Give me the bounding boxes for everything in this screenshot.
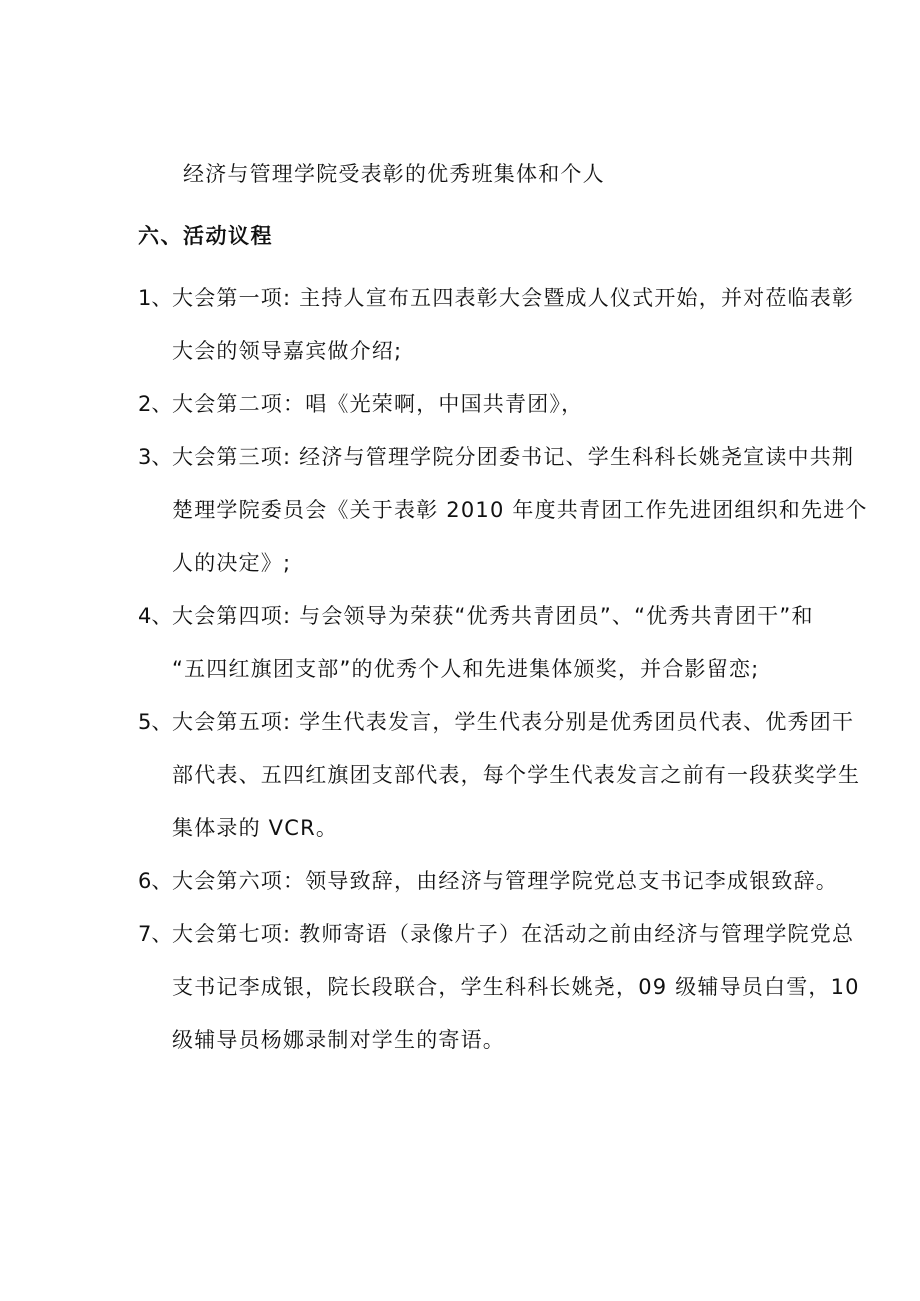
agenda-line: 大会第七项: 教师寄语（录像片子）在活动之前由经济与管理学院党总 bbox=[172, 922, 855, 946]
agenda-item-number: 4、 bbox=[138, 604, 173, 628]
agenda-item-number: 1、 bbox=[138, 286, 173, 310]
section-heading: 六、活动议程 bbox=[138, 224, 273, 248]
agenda-line: 楚理学院委员会《关于表彰 2010 年度共青团工作先进团组织和先进个 bbox=[172, 498, 868, 522]
agenda-item bbox=[138, 272, 855, 378]
agenda-item bbox=[138, 696, 861, 855]
agenda-item-number: 6、 bbox=[138, 869, 173, 893]
agenda-item-number: 2、 bbox=[138, 392, 173, 416]
agenda-line: 集体录的 VCR。 bbox=[172, 816, 339, 840]
agenda-item bbox=[138, 908, 860, 1067]
agenda-line: 大会第五项: 学生代表发言，学生代表分别是优秀团员代表、优秀团干 bbox=[172, 710, 855, 734]
agenda-line: 人的决定》; bbox=[172, 551, 292, 575]
agenda-item-number: 3、 bbox=[138, 445, 173, 469]
agenda-line: 大会第二项：唱《光荣啊，中国共青团》， bbox=[172, 392, 584, 416]
intro-line: 经济与管理学院受表彰的优秀班集体和个人 bbox=[183, 162, 605, 186]
agenda-item-text bbox=[172, 590, 814, 696]
agenda-item-text bbox=[172, 431, 868, 590]
agenda-list bbox=[138, 272, 868, 1067]
agenda-item-text bbox=[172, 378, 788, 431]
agenda-item-number: 5、 bbox=[138, 710, 173, 734]
agenda-line: 大会的领导嘉宾做介绍; bbox=[172, 339, 403, 363]
agenda-item-text bbox=[172, 272, 854, 378]
agenda-line: 大会第三项: 经济与管理学院分团委书记、学生科科长姚尧宣读中共荆 bbox=[172, 445, 855, 469]
agenda-item bbox=[138, 855, 838, 908]
agenda-item-number: 7、 bbox=[138, 922, 173, 946]
agenda-line: 大会第一项: 主持人宣布五四表彰大会暨成人仪式开始，并对莅临表彰 bbox=[172, 286, 855, 310]
agenda-line: 支书记李成银，院长段联合，学生科科长姚尧，09 级辅导员白雪，10 bbox=[172, 975, 860, 999]
agenda-item bbox=[138, 378, 788, 431]
agenda-line: 大会第四项: 与会领导为荣获“优秀共青团员”、“优秀共青团干”和 bbox=[172, 604, 814, 628]
agenda-item bbox=[138, 590, 814, 696]
agenda-item-text bbox=[172, 908, 860, 1067]
agenda-line: 部代表、五四红旗团支部代表，每个学生代表发言之前有一段获奖学生 bbox=[172, 763, 861, 787]
agenda-item-text bbox=[172, 855, 838, 908]
agenda-line: 级辅导员杨娜录制对学生的寄语。 bbox=[172, 1028, 505, 1052]
agenda-line: 大会第六项：领导致辞，由经济与管理学院党总支书记李成银致辞。 bbox=[172, 869, 838, 893]
agenda-line: “五四红旗团支部”的优秀个人和先进集体颁奖，并合影留恋; bbox=[172, 657, 760, 681]
agenda-item bbox=[138, 431, 868, 590]
agenda-item-text bbox=[172, 696, 860, 855]
